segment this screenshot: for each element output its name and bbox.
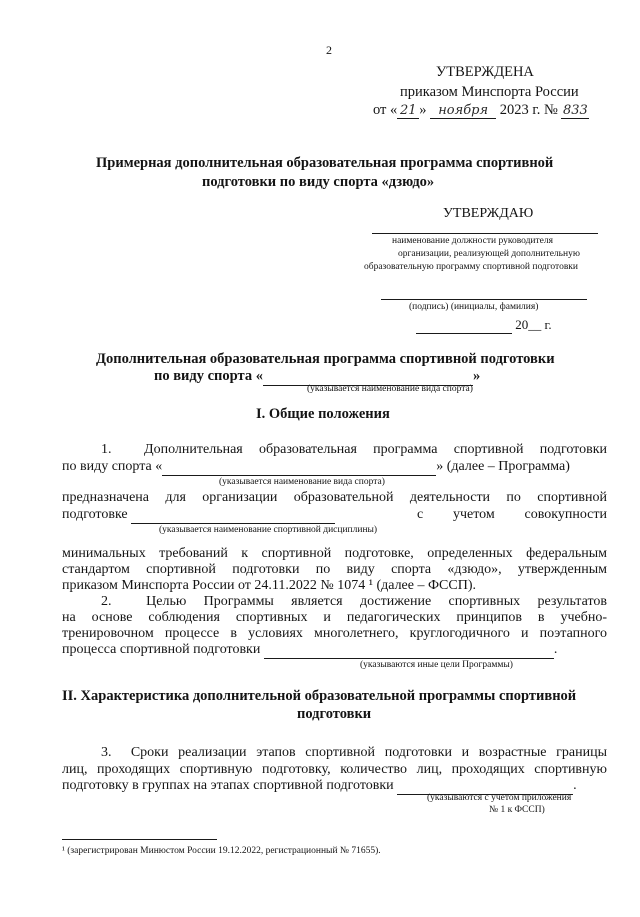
footnote: ¹ (зарегистрирован Минюстом России 19.12.2022, регистрационный № 71655). xyxy=(62,846,381,856)
additional-title-caption: (указывается наименование вида спорта) xyxy=(307,384,473,394)
p2-caption: (указываются иные цели Программы) xyxy=(360,660,513,670)
p1-line5: минимальных требований к спортивной подготовке, определенных федеральным xyxy=(62,546,607,561)
approval-date-prefix: от « xyxy=(373,102,398,118)
p3-line2: лиц, проходящих спортивную подготовку, количество лиц, проходящих спортивную xyxy=(62,762,607,777)
section1-heading: I. Общие положения xyxy=(256,406,390,422)
p2-line4-prefix: процесса спортивной подготовки xyxy=(62,642,261,657)
approval-month: ноября xyxy=(430,103,496,119)
p1-line4-prefix xyxy=(62,507,335,524)
additional-title-suffix: » xyxy=(472,368,481,384)
approval-day: 21 xyxy=(397,103,419,119)
page-number: 2 xyxy=(326,43,332,57)
p1-line2-prefix: по виду спорта « xyxy=(62,459,163,474)
p1-sport-blank xyxy=(162,459,436,476)
p1-line3: предназначена для организации образовательной деятельности по спортивной xyxy=(62,490,607,505)
approval-date-mid: » xyxy=(419,102,427,118)
approval-number: 833 xyxy=(563,103,588,118)
approval-order-line: приказом Минспорта России xyxy=(400,84,579,100)
p1-line2 xyxy=(62,459,570,476)
p2-goals-blank xyxy=(264,642,554,659)
approve-caption-1: наименование должности руководителя xyxy=(392,236,553,246)
p1-discipline-blank xyxy=(131,507,335,524)
signature-caption: (подпись) (инициалы, фамилия) xyxy=(409,302,539,312)
p2-line2: на основе соблюдения спортивных и педагогических принципов в учебно- xyxy=(62,610,607,625)
p1-line4-suffix: с учетом совокупности xyxy=(417,507,607,522)
approve-year-suffix: 20__ г. xyxy=(515,317,552,332)
approval-title: УТВЕРЖДЕНА xyxy=(436,64,534,80)
p1-caption-1: (указывается наименование вида спорта) xyxy=(219,477,385,487)
p2-line4-suffix: . xyxy=(553,642,558,657)
program-title-line1: Примерная дополнительная образовательная программа спортивной xyxy=(96,155,554,171)
additional-title-line1: Дополнительная образовательная программа спортивной подготовки xyxy=(96,351,555,367)
p3-line3-prefix: подготовку в группах на этапах спортивной подготовки xyxy=(62,778,394,793)
p1-line1: 1. Дополнительная образовательная программа спортивной подготовки xyxy=(101,442,607,457)
approve-caption-2: организации, реализующей дополнительную xyxy=(398,249,580,259)
p1-line4-prefix-text: подготовке xyxy=(62,507,128,522)
p1-caption-2: (указывается наименование спортивной дисциплины) xyxy=(159,525,378,535)
p3-line3-suffix: . xyxy=(573,778,577,793)
p3-line1: 3. Сроки реализации этапов спортивной подготовки и возрастные границы xyxy=(101,745,607,760)
signature-line xyxy=(381,299,587,300)
approve-caption-3: образовательную программу спортивной подготовки xyxy=(364,262,579,272)
p3-caption-2: № 1 к ФССП) xyxy=(489,805,545,815)
approval-year: 2023 г. № xyxy=(499,102,558,118)
approval-date-line xyxy=(373,102,589,119)
p2-line1: 2. Целью Программы является достижение спортивных результатов xyxy=(101,594,607,609)
approve-date-line xyxy=(416,317,552,334)
p2-line3: тренировочном процессе в условиях многолетнего, круглогодичного и поэтапного xyxy=(62,626,607,641)
approve-date-blank xyxy=(416,317,512,334)
approve-heading: УТВЕРЖДАЮ xyxy=(443,206,534,221)
p1-line7: приказом Минспорта России от 24.11.2022 № 1074 ¹ (далее – ФССП). xyxy=(62,578,476,593)
p1-line6: стандартом спортивной подготовки по виду спорта «дзюдо», утвержденным xyxy=(62,562,607,577)
p1-line2-suffix: » (далее – Программа) xyxy=(436,459,570,474)
section2-heading-line1: II. Характеристика дополнительной образовательной программы спортивной xyxy=(62,688,577,704)
p3-caption-1: (указываются с учетом приложения xyxy=(427,793,572,803)
additional-title-prefix: по виду спорта « xyxy=(154,368,263,384)
p1-line4 xyxy=(62,507,607,524)
p2-line4 xyxy=(62,642,557,659)
footnote-separator xyxy=(62,839,217,840)
section2-heading-line2: подготовки xyxy=(297,706,372,722)
program-title-line2: подготовки по виду спорта «дзюдо» xyxy=(202,174,435,190)
approve-position-line xyxy=(372,233,598,234)
